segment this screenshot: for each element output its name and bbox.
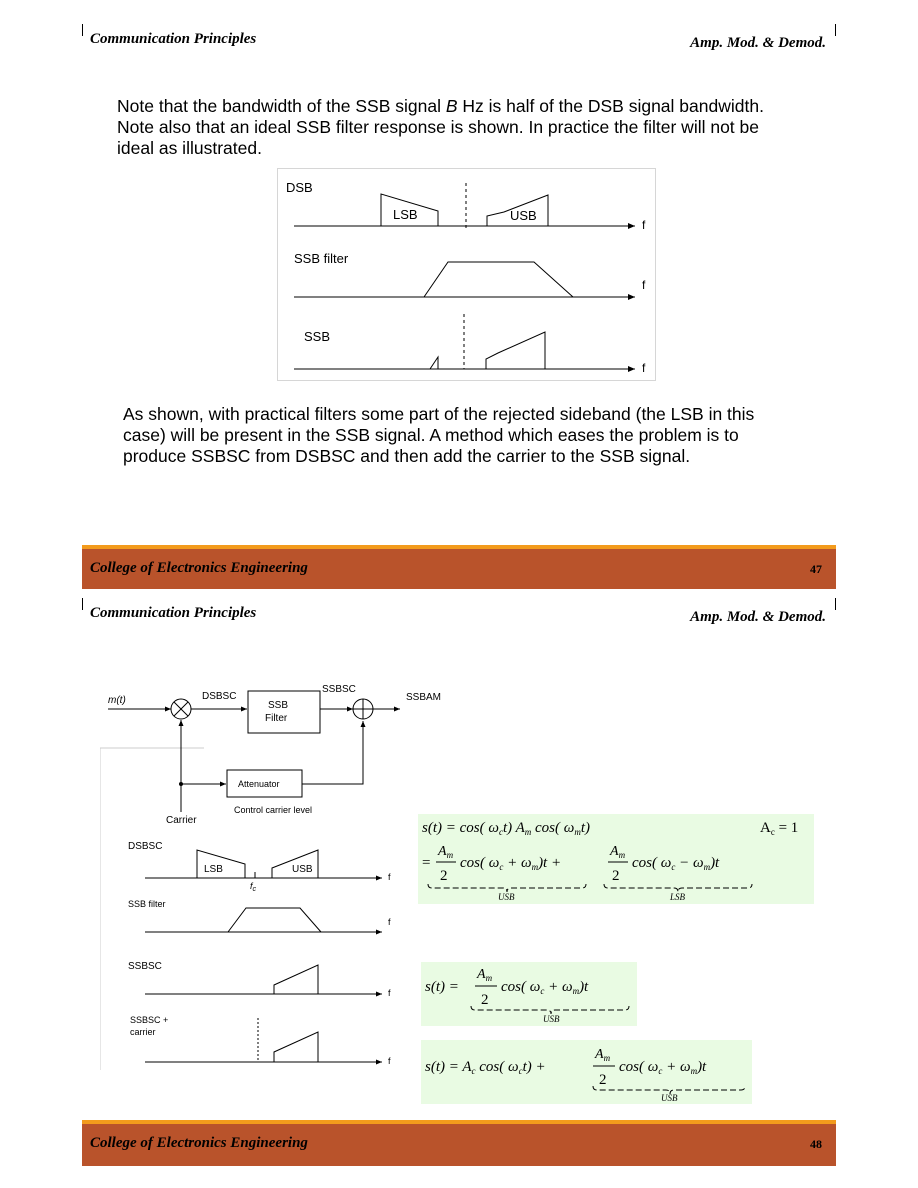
svg-text:f: f	[388, 872, 391, 882]
filter-response	[228, 908, 321, 932]
svg-text:cos( ωc + ωm)t: cos( $\omega_c + \omega_m)t$	[619, 1059, 707, 1076]
header-corner-mark	[835, 598, 836, 610]
svg-text:cos( ωc − ωm)t: cos( $\omega_c - \omega_m)t$	[632, 855, 720, 872]
svg-text:f: f	[388, 1056, 391, 1066]
axis-f-label: f	[642, 361, 646, 375]
svg-text:USB: USB	[543, 1014, 560, 1024]
svg-text:cos( ωc + ωm)t +: cos( $\omega_c + \omega_m)t$ +	[460, 855, 562, 872]
svg-text:2: 2	[481, 992, 489, 1008]
ssb-filter-diagram	[278, 169, 655, 380]
svg-text:USB: USB	[292, 864, 313, 875]
dsbsc-spectrum-label: DSBSC	[128, 841, 163, 852]
page-footer	[82, 1120, 836, 1166]
spectra-diagram	[100, 830, 410, 1072]
svg-text:cos( ωc + ωm)t: cos( $\omega_c + \omega_m)t$	[501, 979, 589, 996]
usb-label: USB	[510, 208, 537, 223]
lsb-label: LSB	[393, 207, 418, 222]
filter-response	[424, 262, 573, 297]
ssbsc-label: SSBSC	[322, 684, 356, 695]
carrier-label: Carrier	[166, 815, 197, 826]
svg-text:USB: USB	[498, 892, 515, 902]
input-mt-label: m(t)	[108, 695, 126, 706]
svg-text:carrier: carrier	[130, 1027, 156, 1037]
ssbsc-shape	[274, 965, 318, 994]
svg-text:LSB: LSB	[204, 864, 223, 875]
control-carrier-label: Control carrier level	[234, 805, 313, 815]
equation-dsbsc-svg	[418, 814, 814, 904]
equation-ssbam-svg	[421, 1040, 752, 1104]
eq1-line1: s(t) = cos( $\omega_ct$) $A_m$ cos( $\omega_mt$)	[422, 820, 591, 837]
header-corner-mark	[835, 24, 836, 36]
header-left: Communication Principles	[90, 605, 257, 621]
footer-text: College of Electronics Engineering	[90, 560, 308, 576]
ssbsc-spectrum-label: SSBSC	[128, 961, 162, 972]
equation-ssbsc	[421, 962, 637, 1026]
svg-text:Am: $A_m$	[438, 844, 454, 860]
lsb-brace	[604, 884, 752, 892]
dsb-label: DSB	[286, 180, 313, 195]
svg-text:Am: $A_m$	[477, 967, 493, 983]
ssb-filter-label: SSB filter	[294, 251, 349, 266]
intro-paragraph: Note that the bandwidth of the SSB signal B Hz is half of the DSB signal bandwidth. Note also that an ideal SSB filter response is shown. In practice the filter will not be ideal as illustrated.	[117, 96, 764, 158]
svg-text:s(t) =: s(t) =	[425, 979, 459, 995]
page-number: 47	[810, 562, 822, 576]
equation-ssbsc-svg	[421, 962, 637, 1026]
header-right: Amp. Mod. & Demod.	[690, 35, 826, 51]
ssbsc-carrier-shape	[274, 1032, 318, 1062]
svg-text:2: 2	[440, 868, 448, 884]
ssbsc-carrier-label: SSBSC +	[130, 1015, 169, 1025]
axis-f-label: f	[642, 278, 646, 292]
svg-text:SSB: SSB	[268, 700, 289, 711]
axis-f-label: f	[642, 218, 646, 232]
svg-text:2: 2	[612, 868, 620, 884]
ssb-label: SSB	[304, 329, 331, 344]
equation-dsbsc	[418, 814, 814, 904]
residual-lsb	[430, 357, 438, 369]
svg-text:f: f	[388, 988, 391, 998]
svg-text:2: 2	[599, 1072, 607, 1088]
ssb-filter-figure	[277, 168, 656, 381]
footer-text: College of Electronics Engineering	[90, 1135, 308, 1151]
svg-text:Am: $A_m$	[595, 1047, 611, 1063]
page-footer	[82, 545, 836, 589]
fc-label: $f_c$	[250, 881, 257, 893]
ac-condition: $A_c = 1$	[760, 820, 799, 837]
svg-text:USB: USB	[661, 1093, 678, 1103]
svg-text:Attenuator: Attenuator	[238, 779, 280, 789]
equation-ssbam	[421, 1040, 752, 1104]
ssb-filter-block	[248, 691, 320, 733]
dsbsc-label: DSBSC	[202, 691, 237, 702]
svg-text:=: =	[422, 855, 431, 871]
usb-brace	[471, 1006, 629, 1014]
header-left: Communication Principles	[90, 31, 257, 47]
ssb-filter-spectrum-label: SSB filter	[128, 899, 166, 909]
header-corner-mark	[82, 24, 83, 36]
svg-text:s(t) = Ac cos( ωct) +: $s(t) = A_c$ cos( $\omega_ct$) +	[425, 1059, 546, 1076]
svg-text:f: f	[388, 917, 391, 927]
page-number: 48	[810, 1137, 822, 1151]
practical-filter-paragraph: As shown, with practical filters some part of the rejected sideband (the LSB in this case) will be present in the SSB signal. A method which eases the problem is to produce SSBSC from DSBSC and then add the carrier to the SSB signal.	[123, 404, 755, 466]
svg-text:Am: $A_m$	[610, 844, 626, 860]
ssbam-label: SSBAM	[406, 692, 442, 703]
svg-text:LSB: LSB	[670, 892, 686, 902]
header-corner-mark	[82, 598, 83, 610]
ssb-usb-shape	[486, 332, 545, 369]
header-right: Amp. Mod. & Demod.	[690, 609, 826, 625]
svg-text:Filter: Filter	[265, 713, 288, 724]
ssbam-block-diagram	[100, 680, 460, 830]
usb-brace	[428, 884, 586, 892]
